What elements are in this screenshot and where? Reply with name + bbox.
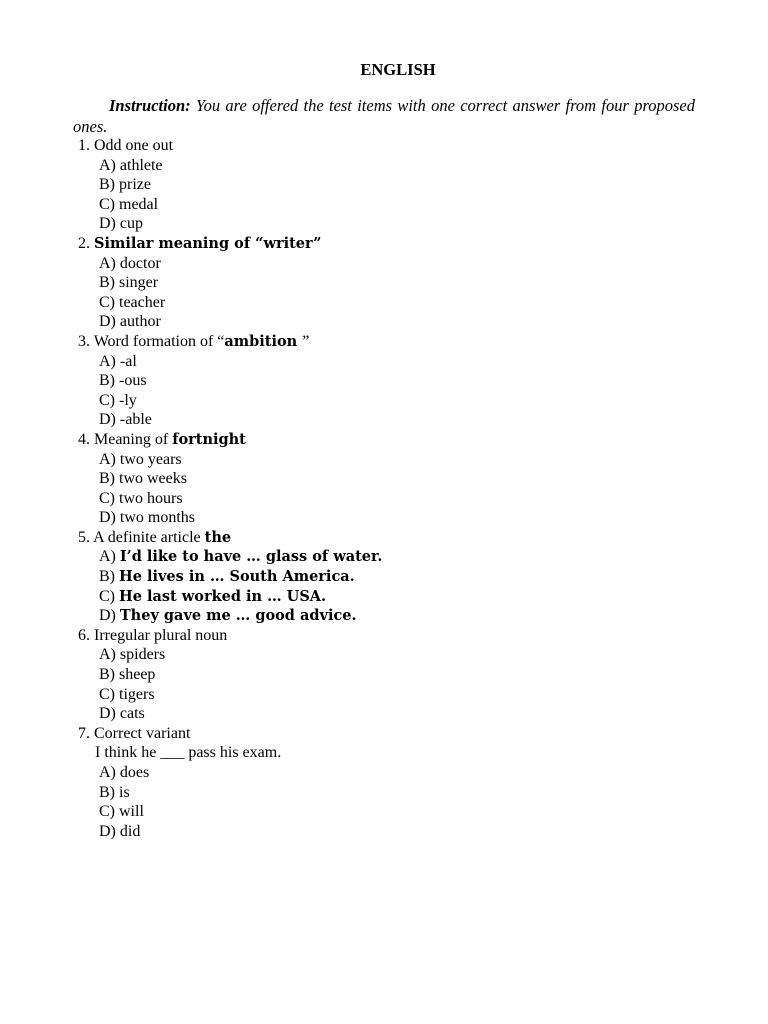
instruction-text: You are offered the test items with one correct answer from four proposed ones. [73,96,695,136]
answer-option-b[interactable]: B) singer [99,274,159,292]
answer-option-c[interactable]: C) teacher [99,293,166,311]
answer-option-a[interactable]: A) spiders [99,646,166,664]
answer-option-a[interactable]: A) athlete [99,156,163,174]
question-list [78,136,718,841]
question-prompt: 1. Odd one out [78,137,174,154]
answer-option-a[interactable]: A) doctor [99,254,161,272]
answer-option-a[interactable]: A) -al [99,352,137,370]
keyword: fortnight [172,430,246,448]
question-prompt: 3. Word formation of “ambition ” [78,332,310,350]
answer-option-a[interactable]: A) two years [99,450,182,468]
answer-option-b[interactable]: B) is [99,783,130,801]
answer-option-d[interactable]: D) They gave me … good advice. [99,607,357,625]
question-prompt: 7. Correct variant [78,724,191,742]
answer-option-d[interactable]: D) -able [99,411,152,429]
answer-option-d[interactable]: D) cats [99,705,145,723]
page-title: ENGLISH [360,60,436,79]
answer-option-b[interactable]: B) -ous [99,372,147,390]
question-1 [78,136,718,234]
question-4 [78,430,718,528]
instruction-paragraph [73,95,695,137]
keyword: ambition [224,332,303,350]
answer-option-b[interactable]: B) prize [99,176,151,194]
instruction-label: Instruction: [109,96,191,115]
question-6 [78,626,718,724]
answer-option-c[interactable]: C) -ly [99,391,137,409]
answer-option-d[interactable]: D) did [99,822,141,840]
question-3 [78,332,718,430]
question-7 [78,724,718,842]
question-prompt: 4. Meaning of fortnight [78,430,246,448]
answer-option-c[interactable]: C) two hours [99,489,183,507]
answer-option-d[interactable]: D) two months [99,509,196,527]
question-prompt: 2. Similar meaning of “writer” [78,234,322,252]
answer-option-b[interactable]: B) He lives in … South America. [99,568,355,586]
answer-option-a[interactable]: A) I’d like to have … glass of water. [99,548,383,566]
answer-option-b[interactable]: B) sheep [99,666,156,684]
answer-option-c[interactable]: C) medal [99,195,159,213]
question-prompt: 6. Irregular plural noun [78,626,228,644]
question-prompt: 5. A definite article the [78,528,232,546]
answer-option-c[interactable]: C) tigers [99,685,155,703]
question-sentence: I think he ___ pass his exam. [95,744,282,762]
keyword: the [204,528,232,546]
answer-option-b[interactable]: B) two weeks [99,470,187,488]
answer-option-c[interactable]: C) He last worked in … USA. [99,587,327,605]
answer-option-c[interactable]: C) will [99,803,144,821]
question-5 [78,528,718,626]
question-2 [78,234,718,332]
answer-option-d[interactable]: D) cup [99,215,143,233]
answer-option-d[interactable]: D) author [99,313,161,331]
answer-option-a[interactable]: A) does [99,764,150,781]
